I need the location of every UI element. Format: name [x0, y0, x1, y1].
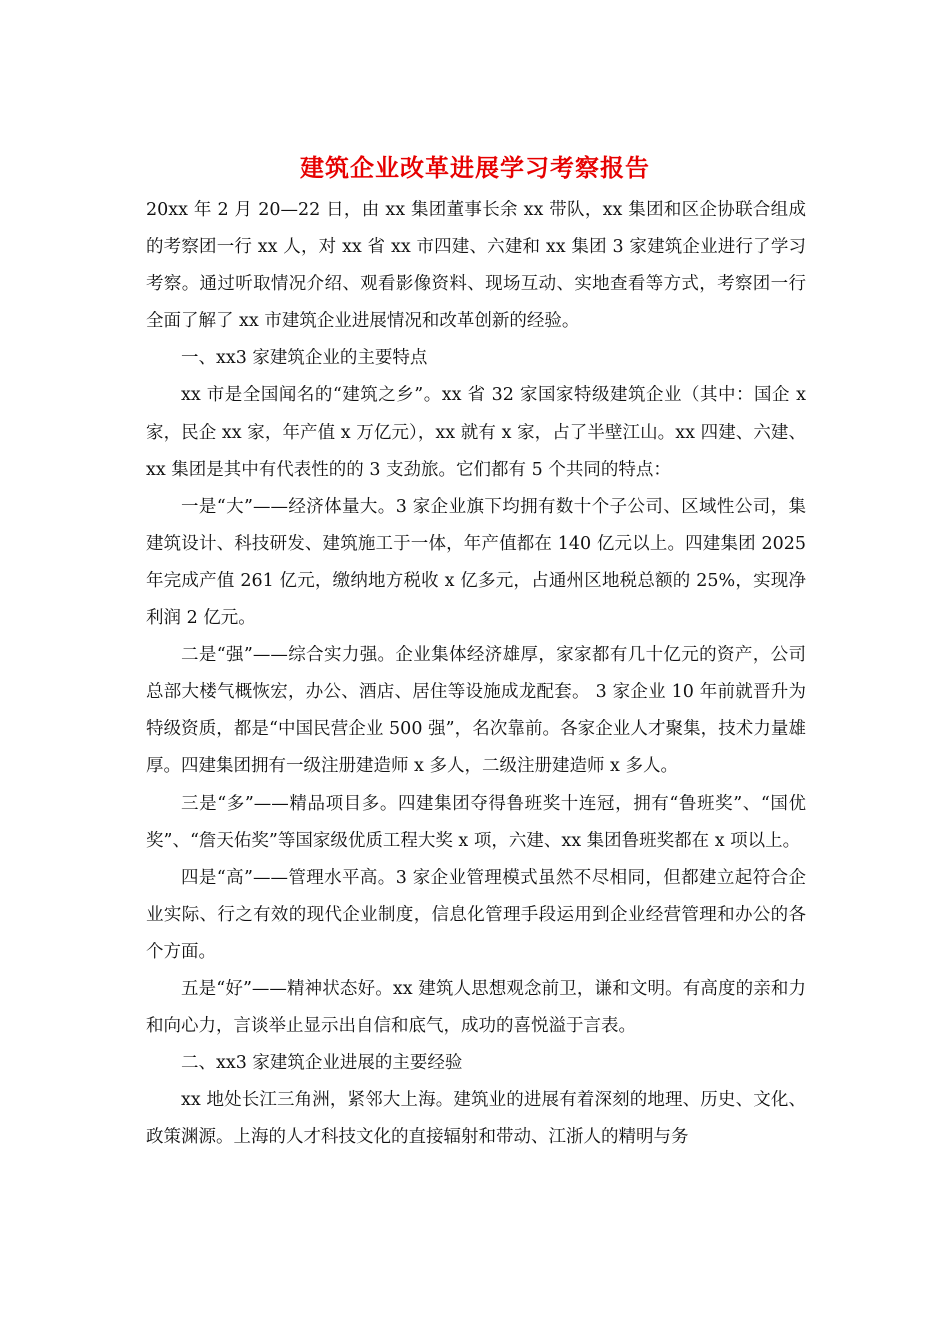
document-title: 建筑企业改革进展学习考察报告 [300, 153, 650, 182]
paragraph: xx 市是全国闻名的“建筑之乡”。xx 省 32 家国家特级建筑企业（其中：国企 x 家，民企 xx 家，年产值 x 万亿元），xx 就有 x 家，占了半壁江山。xx 四建、六建、xx 集团是其中有代表性的的 3 支劲旅。它们都有 5 个共同的特点： [146, 385, 806, 480]
section-heading-2: 二、xx3 家建筑企业进展的主要经验 [181, 1053, 463, 1074]
section-heading-1: 一、xx3 家建筑企业的主要特点 [181, 348, 428, 369]
paragraph: 一是“大”——经济体量大。3 家企业旗下均拥有数十个子公司、区域性公司，集建筑设计、科技研发、建筑施工于一体，年产值都在 140 亿元以上。四建集团 2025 年完成产值 261 亿元，缴纳地方税收 x 亿多元，占通州区地税总额的 25%，实现净利润 2 亿元。 [146, 496, 806, 629]
paragraph: xx 地处长江三角洲，紧邻大上海。建筑业的进展有着深刻的地理、历史、文化、政策渊源。上海的人才科技文化的直接辐射和带动、江浙人的精明与务 [146, 1090, 806, 1148]
document-body [146, 192, 806, 1156]
paragraph: 五是“好”——精神状态好。xx 建筑人思想观念前卫，谦和文明。有高度的亲和力和向心力，言谈举止显示出自信和底气，成功的喜悦溢于言表。 [146, 978, 806, 1037]
paragraph: 二是“强”——综合实力强。企业集体经济雄厚，家家都有几十亿元的资产，公司总部大楼气概恢宏，办公、酒店、居住等设施成龙配套。 3 家企业 10 年前就晋升为特级资质，都是“中国民营企业 500 强”，名次靠前。各家企业人才聚集，技术力量雄厚。四建集团拥有一级注册建造师 x 多人，二级注册建造师 x 多人。 [146, 645, 806, 777]
paragraph: 三是“多”——精品项目多。四建集团夺得鲁班奖十连冠，拥有“鲁班奖”、“国优奖”、“詹天佑奖”等国家级优质工程大奖 x 项，六建、xx 集团鲁班奖都在 x 项以上。 [146, 793, 806, 851]
paragraph: 四是“高”——管理水平高。3 家企业管理模式虽然不尽相同，但都建立起符合企业实际、行之有效的现代企业制度，信息化管理手段运用到企业经营管理和办公的各个方面。 [146, 867, 806, 962]
paragraph-intro: 20xx 年 2 月 20—22 日，由 xx 集团董事长余 xx 带队，xx 集团和区企协联合组成的考察团一行 xx 人，对 xx 省 xx 市四建、六建和 xx 集团 3 家建筑企业进行了学习考察。通过听取情况介绍、观看影像资料、现场互动、实地查看等方式，考察团一行全面了解了 xx 市建筑企业进展情况和改革创新的经验。 [146, 200, 806, 332]
